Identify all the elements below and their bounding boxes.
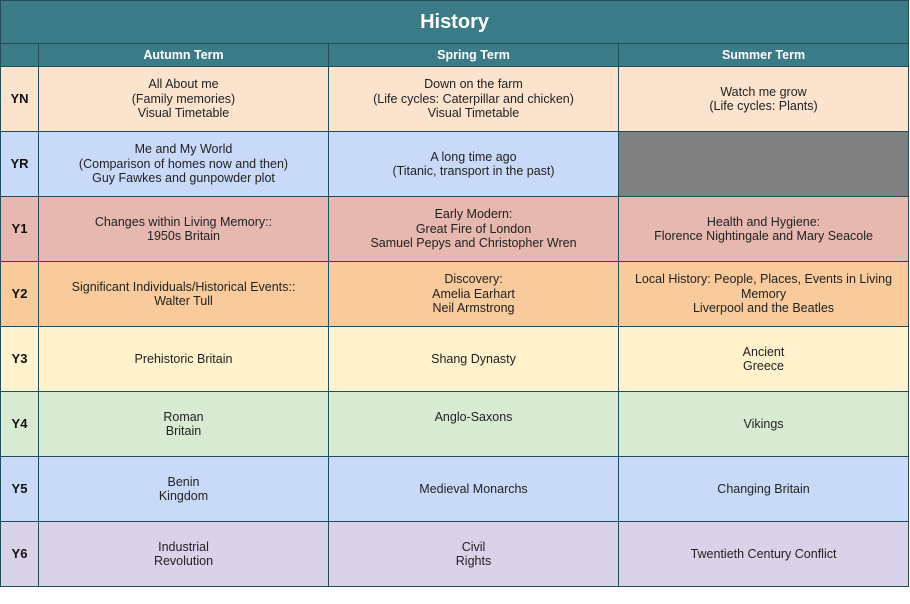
summer-cell: Vikings: [619, 392, 909, 457]
page-title: History: [1, 1, 909, 44]
autumn-cell: Significant Individuals/Historical Events:: Walter Tull: [39, 262, 329, 327]
year-label: Y6: [1, 522, 39, 587]
year-label: Y3: [1, 327, 39, 392]
year-label: YR: [1, 132, 39, 197]
table-row: [1, 392, 909, 457]
spring-cell: Discovery: Amelia Earhart Neil Armstrong: [329, 262, 619, 327]
spring-cell: A long time ago (Titanic, transport in the past): [329, 132, 619, 197]
spring-cell: Shang Dynasty: [329, 327, 619, 392]
spring-cell: Anglo-Saxons: [329, 392, 619, 457]
spring-cell: Down on the farm (Life cycles: Caterpillar and chicken) Visual Timetable: [329, 67, 619, 132]
autumn-cell: Roman Britain: [39, 392, 329, 457]
table-row: [1, 132, 909, 197]
table-row: [1, 327, 909, 392]
summer-cell: Ancient Greece: [619, 327, 909, 392]
table-row: [1, 67, 909, 132]
autumn-cell: All About me (Family memories) Visual Timetable: [39, 67, 329, 132]
summer-cell: Health and Hygiene: Florence Nightingale and Mary Seacole: [619, 197, 909, 262]
autumn-cell: Prehistoric Britain: [39, 327, 329, 392]
spring-cell: Civil Rights: [329, 522, 619, 587]
header-spring-term: Spring Term: [329, 44, 619, 67]
table-row: [1, 522, 909, 587]
year-label: Y5: [1, 457, 39, 522]
spring-cell: Medieval Monarchs: [329, 457, 619, 522]
term-header-row: [1, 44, 909, 67]
header-year-corner: [1, 44, 39, 67]
header-summer-term: Summer Term: [619, 44, 909, 67]
summer-cell: Changing Britain: [619, 457, 909, 522]
title-row: [1, 1, 909, 44]
table-row: [1, 457, 909, 522]
summer-cell: Local History: People, Places, Events in Living Memory Liverpool and the Beatles: [619, 262, 909, 327]
year-label: Y1: [1, 197, 39, 262]
spring-cell: Early Modern: Great Fire of London Samuel Pepys and Christopher Wren: [329, 197, 619, 262]
autumn-cell: Changes within Living Memory:: 1950s Britain: [39, 197, 329, 262]
autumn-cell: Me and My World (Comparison of homes now and then) Guy Fawkes and gunpowder plot: [39, 132, 329, 197]
year-label: YN: [1, 67, 39, 132]
summer-cell-empty: [619, 132, 909, 197]
table-row: [1, 197, 909, 262]
autumn-cell: Industrial Revolution: [39, 522, 329, 587]
header-autumn-term: Autumn Term: [39, 44, 329, 67]
year-label: Y4: [1, 392, 39, 457]
autumn-cell: Benin Kingdom: [39, 457, 329, 522]
year-label: Y2: [1, 262, 39, 327]
summer-cell: Twentieth Century Conflict: [619, 522, 909, 587]
table-row: [1, 262, 909, 327]
summer-cell: Watch me grow (Life cycles: Plants): [619, 67, 909, 132]
